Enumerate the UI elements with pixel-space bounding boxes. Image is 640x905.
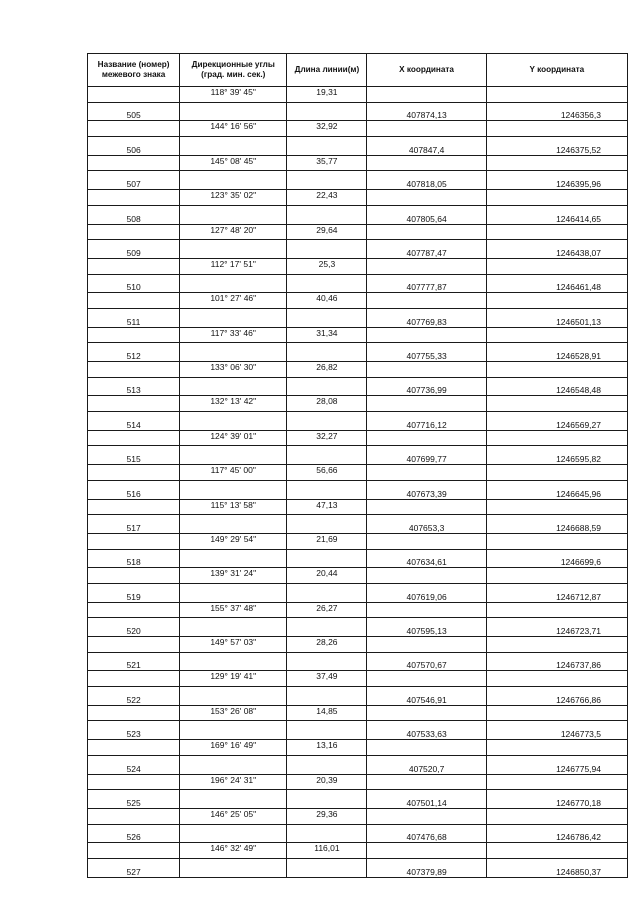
length-cell [287, 308, 367, 327]
name-cell: 527 [88, 858, 180, 877]
length-cell: 56,66 [287, 465, 367, 481]
angle-cell [180, 549, 287, 568]
segment-row [88, 499, 628, 515]
length-cell [287, 480, 367, 499]
name-cell: 517 [88, 515, 180, 534]
x-cell: 407653,3 [367, 515, 486, 534]
angle-cell [180, 755, 287, 774]
y-cell [486, 774, 627, 790]
length-cell [287, 412, 367, 431]
angle-cell [180, 721, 287, 740]
y-cell [486, 190, 627, 206]
x-cell [367, 774, 486, 790]
name-cell [88, 155, 180, 171]
x-cell: 407716,12 [367, 412, 486, 431]
angle-cell [180, 652, 287, 671]
point-row [88, 343, 628, 362]
x-cell: 407699,77 [367, 446, 486, 465]
y-cell [486, 671, 627, 687]
segment-row [88, 327, 628, 343]
segment-row [88, 155, 628, 171]
length-cell: 21,69 [287, 533, 367, 549]
length-cell [287, 790, 367, 809]
x-cell: 407634,61 [367, 549, 486, 568]
x-cell [367, 430, 486, 446]
y-cell [486, 533, 627, 549]
x-cell: 407673,39 [367, 480, 486, 499]
y-cell [486, 430, 627, 446]
angle-cell [180, 515, 287, 534]
point-row [88, 583, 628, 602]
length-cell [287, 377, 367, 396]
point-row [88, 480, 628, 499]
point-row [88, 549, 628, 568]
name-cell: 513 [88, 377, 180, 396]
y-cell: 1246775,94 [486, 755, 627, 774]
y-cell [486, 224, 627, 240]
segment-row [88, 190, 628, 206]
name-cell: 507 [88, 171, 180, 190]
y-cell [486, 396, 627, 412]
name-cell [88, 87, 180, 103]
length-cell: 28,08 [287, 396, 367, 412]
angle-cell: 149° 57' 03" [180, 637, 287, 653]
angle-cell: 144° 16' 56" [180, 121, 287, 137]
angle-cell: 112° 17' 51" [180, 258, 287, 274]
name-cell [88, 396, 180, 412]
header-length: Длина линии(м) [287, 54, 367, 87]
name-cell: 520 [88, 618, 180, 637]
length-cell [287, 549, 367, 568]
angle-cell: 117° 33' 46" [180, 327, 287, 343]
angle-cell [180, 790, 287, 809]
x-cell [367, 362, 486, 378]
length-cell: 29,36 [287, 808, 367, 824]
x-cell: 407818,05 [367, 171, 486, 190]
length-cell [287, 102, 367, 121]
angle-cell [180, 824, 287, 843]
x-cell [367, 568, 486, 584]
x-cell [367, 224, 486, 240]
name-cell [88, 637, 180, 653]
name-cell: 511 [88, 308, 180, 327]
x-cell: 407379,89 [367, 858, 486, 877]
angle-cell [180, 377, 287, 396]
angle-cell: 101° 27' 46" [180, 293, 287, 309]
header-x: X координата [367, 54, 486, 87]
segment-row [88, 465, 628, 481]
point-row [88, 240, 628, 259]
name-cell [88, 258, 180, 274]
angle-cell: 145° 08' 45" [180, 155, 287, 171]
y-cell: 1246712,87 [486, 583, 627, 602]
y-cell: 1246461,48 [486, 274, 627, 293]
name-cell [88, 533, 180, 549]
y-cell: 1246688,59 [486, 515, 627, 534]
point-row [88, 790, 628, 809]
x-cell: 407847,4 [367, 137, 486, 156]
angle-cell [180, 240, 287, 259]
x-cell: 407501,14 [367, 790, 486, 809]
length-cell [287, 721, 367, 740]
length-cell [287, 240, 367, 259]
angle-cell: 127° 48' 20" [180, 224, 287, 240]
length-cell [287, 446, 367, 465]
x-cell: 407736,99 [367, 377, 486, 396]
x-cell [367, 465, 486, 481]
segment-row [88, 121, 628, 137]
length-cell: 31,34 [287, 327, 367, 343]
y-cell: 1246645,96 [486, 480, 627, 499]
x-cell [367, 533, 486, 549]
y-cell: 1246699,6 [486, 549, 627, 568]
angle-cell [180, 137, 287, 156]
length-cell: 116,01 [287, 843, 367, 859]
x-cell [367, 396, 486, 412]
name-cell: 526 [88, 824, 180, 843]
name-cell: 522 [88, 687, 180, 706]
length-cell: 40,46 [287, 293, 367, 309]
y-cell: 1246737,86 [486, 652, 627, 671]
name-cell [88, 190, 180, 206]
angle-cell [180, 858, 287, 877]
angle-cell [180, 205, 287, 224]
y-cell [486, 465, 627, 481]
angle-cell [180, 102, 287, 121]
x-cell: 407533,63 [367, 721, 486, 740]
x-cell: 407769,83 [367, 308, 486, 327]
segment-row [88, 637, 628, 653]
angle-cell [180, 343, 287, 362]
name-cell: 505 [88, 102, 180, 121]
point-row [88, 205, 628, 224]
segment-row [88, 362, 628, 378]
y-cell: 1246773,5 [486, 721, 627, 740]
angle-cell [180, 446, 287, 465]
y-cell [486, 705, 627, 721]
length-cell: 28,26 [287, 637, 367, 653]
name-cell: 514 [88, 412, 180, 431]
x-cell: 407777,87 [367, 274, 486, 293]
angle-cell: 155° 37' 48" [180, 602, 287, 618]
table-body [88, 87, 628, 878]
y-cell: 1246569,27 [486, 412, 627, 431]
length-cell [287, 274, 367, 293]
length-cell: 32,27 [287, 430, 367, 446]
point-row [88, 308, 628, 327]
segment-row [88, 602, 628, 618]
length-cell: 25,3 [287, 258, 367, 274]
y-cell [486, 121, 627, 137]
x-cell [367, 843, 486, 859]
name-cell: 515 [88, 446, 180, 465]
x-cell [367, 602, 486, 618]
y-cell [486, 568, 627, 584]
length-cell [287, 583, 367, 602]
length-cell: 29,64 [287, 224, 367, 240]
name-cell [88, 121, 180, 137]
header-y: Y координата [486, 54, 627, 87]
y-cell: 1246528,91 [486, 343, 627, 362]
angle-cell [180, 308, 287, 327]
name-cell [88, 362, 180, 378]
length-cell: 47,13 [287, 499, 367, 515]
x-cell: 407520,7 [367, 755, 486, 774]
y-cell: 1246548,48 [486, 377, 627, 396]
length-cell [287, 687, 367, 706]
y-cell: 1246501,13 [486, 308, 627, 327]
x-cell [367, 293, 486, 309]
name-cell [88, 740, 180, 756]
point-row [88, 755, 628, 774]
angle-cell: 149° 29' 54" [180, 533, 287, 549]
y-cell [486, 602, 627, 618]
x-cell: 407546,91 [367, 687, 486, 706]
name-cell: 510 [88, 274, 180, 293]
segment-row [88, 293, 628, 309]
point-row [88, 515, 628, 534]
name-cell [88, 671, 180, 687]
angle-cell: 118° 39' 45" [180, 87, 287, 103]
point-row [88, 274, 628, 293]
segment-row [88, 774, 628, 790]
length-cell [287, 858, 367, 877]
angle-cell: 115° 13' 58" [180, 499, 287, 515]
y-cell [486, 637, 627, 653]
point-row [88, 446, 628, 465]
angle-cell: 196° 24' 31" [180, 774, 287, 790]
length-cell: 13,16 [287, 740, 367, 756]
length-cell [287, 618, 367, 637]
angle-cell: 169° 16' 49" [180, 740, 287, 756]
x-cell [367, 258, 486, 274]
point-row [88, 102, 628, 121]
name-cell [88, 843, 180, 859]
x-cell: 407805,64 [367, 205, 486, 224]
y-cell: 1246595,82 [486, 446, 627, 465]
y-cell: 1246356,3 [486, 102, 627, 121]
x-cell: 407755,33 [367, 343, 486, 362]
x-cell [367, 155, 486, 171]
point-row [88, 721, 628, 740]
y-cell: 1246850,37 [486, 858, 627, 877]
x-cell [367, 327, 486, 343]
segment-row [88, 568, 628, 584]
length-cell: 22,43 [287, 190, 367, 206]
name-cell: 525 [88, 790, 180, 809]
name-cell [88, 327, 180, 343]
length-cell: 20,44 [287, 568, 367, 584]
length-cell: 32,92 [287, 121, 367, 137]
name-cell [88, 499, 180, 515]
segment-row [88, 396, 628, 412]
y-cell [486, 808, 627, 824]
angle-cell: 129° 19' 41" [180, 671, 287, 687]
name-cell [88, 224, 180, 240]
length-cell: 26,82 [287, 362, 367, 378]
angle-cell [180, 274, 287, 293]
length-cell [287, 824, 367, 843]
y-cell [486, 327, 627, 343]
angle-cell: 133° 06' 30" [180, 362, 287, 378]
y-cell [486, 362, 627, 378]
length-cell: 26,27 [287, 602, 367, 618]
length-cell [287, 137, 367, 156]
angle-cell [180, 583, 287, 602]
y-cell: 1246770,18 [486, 790, 627, 809]
angle-cell: 123° 35' 02" [180, 190, 287, 206]
segment-row [88, 258, 628, 274]
angle-cell [180, 171, 287, 190]
x-cell [367, 87, 486, 103]
y-cell: 1246438,07 [486, 240, 627, 259]
y-cell: 1246723,71 [486, 618, 627, 637]
length-cell [287, 171, 367, 190]
name-cell [88, 774, 180, 790]
length-cell [287, 205, 367, 224]
name-cell: 518 [88, 549, 180, 568]
y-cell: 1246375,52 [486, 137, 627, 156]
length-cell [287, 343, 367, 362]
segment-row [88, 808, 628, 824]
angle-cell: 153° 26' 08" [180, 705, 287, 721]
name-cell: 519 [88, 583, 180, 602]
x-cell [367, 808, 486, 824]
y-cell [486, 740, 627, 756]
segment-row [88, 740, 628, 756]
point-row [88, 824, 628, 843]
angle-cell: 146° 32' 49" [180, 843, 287, 859]
angle-cell: 117° 45' 00" [180, 465, 287, 481]
x-cell [367, 499, 486, 515]
y-cell [486, 293, 627, 309]
length-cell: 37,49 [287, 671, 367, 687]
length-cell: 14,85 [287, 705, 367, 721]
y-cell: 1246395,96 [486, 171, 627, 190]
x-cell: 407570,67 [367, 652, 486, 671]
angle-cell [180, 480, 287, 499]
name-cell: 508 [88, 205, 180, 224]
name-cell [88, 293, 180, 309]
y-cell: 1246786,42 [486, 824, 627, 843]
coordinates-table [87, 53, 628, 878]
length-cell [287, 652, 367, 671]
x-cell [367, 671, 486, 687]
y-cell [486, 155, 627, 171]
name-cell [88, 465, 180, 481]
segment-row [88, 533, 628, 549]
x-cell [367, 705, 486, 721]
point-row [88, 137, 628, 156]
name-cell: 521 [88, 652, 180, 671]
x-cell [367, 121, 486, 137]
name-cell: 524 [88, 755, 180, 774]
angle-cell [180, 687, 287, 706]
y-cell [486, 258, 627, 274]
length-cell [287, 755, 367, 774]
header-angle: Дирекционные углы (град. мин. сек.) [180, 54, 287, 87]
y-cell: 1246766,86 [486, 687, 627, 706]
segment-row [88, 671, 628, 687]
y-cell [486, 843, 627, 859]
y-cell [486, 499, 627, 515]
x-cell: 407874,13 [367, 102, 486, 121]
segment-row [88, 430, 628, 446]
point-row [88, 412, 628, 431]
header-name: Название (номер) межевого знака [88, 54, 180, 87]
x-cell [367, 740, 486, 756]
y-cell [486, 87, 627, 103]
name-cell: 512 [88, 343, 180, 362]
x-cell: 407595,13 [367, 618, 486, 637]
header-row [88, 54, 628, 87]
point-row [88, 652, 628, 671]
x-cell [367, 637, 486, 653]
name-cell [88, 430, 180, 446]
point-row [88, 377, 628, 396]
segment-row [88, 224, 628, 240]
segment-row [88, 705, 628, 721]
angle-cell: 132° 13' 42" [180, 396, 287, 412]
x-cell: 407476,68 [367, 824, 486, 843]
name-cell: 509 [88, 240, 180, 259]
x-cell [367, 190, 486, 206]
segment-row [88, 87, 628, 103]
x-cell: 407787,47 [367, 240, 486, 259]
length-cell: 19,31 [287, 87, 367, 103]
name-cell: 506 [88, 137, 180, 156]
length-cell: 20,39 [287, 774, 367, 790]
angle-cell: 124° 39' 01" [180, 430, 287, 446]
angle-cell [180, 412, 287, 431]
name-cell [88, 602, 180, 618]
point-row [88, 171, 628, 190]
name-cell [88, 705, 180, 721]
point-row [88, 858, 628, 877]
name-cell: 516 [88, 480, 180, 499]
name-cell [88, 808, 180, 824]
length-cell: 35,77 [287, 155, 367, 171]
point-row [88, 687, 628, 706]
angle-cell [180, 618, 287, 637]
y-cell: 1246414,65 [486, 205, 627, 224]
length-cell [287, 515, 367, 534]
name-cell: 523 [88, 721, 180, 740]
x-cell: 407619,06 [367, 583, 486, 602]
segment-row [88, 843, 628, 859]
angle-cell: 146° 25' 05" [180, 808, 287, 824]
angle-cell: 139° 31' 24" [180, 568, 287, 584]
point-row [88, 618, 628, 637]
name-cell [88, 568, 180, 584]
